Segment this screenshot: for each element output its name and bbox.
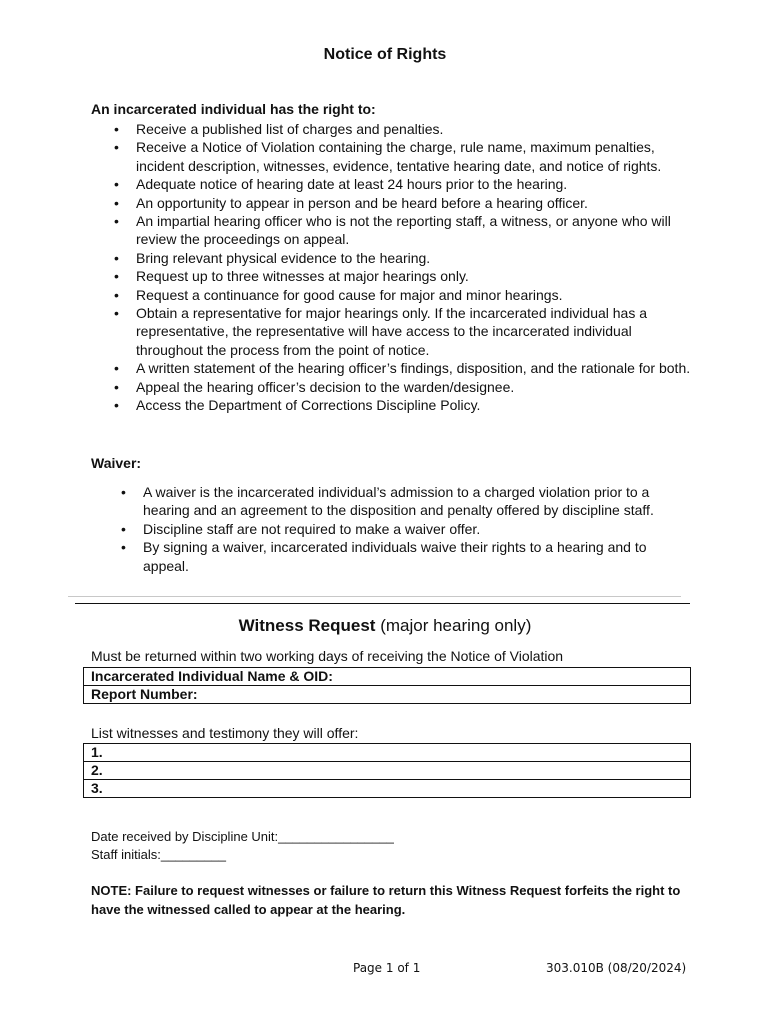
- return-note: Must be returned within two working days of receiving the Notice of Violation: [91, 648, 564, 664]
- table-row: [84, 744, 691, 762]
- name-oid-field[interactable]: Incarcerated Individual Name & OID:: [84, 668, 691, 686]
- list-item: • An impartial hearing officer who is not the reporting staff, a witness, or anyone who will review the proceedings on appeal.: [112, 212, 692, 249]
- table-row: [84, 668, 691, 686]
- forfeit-note: NOTE: Failure to request witnesses or failure to return this Witness Request forfeits the right to have the witnessed called to appear at the hearing.: [91, 883, 681, 917]
- report-number-field[interactable]: Report Number:: [84, 686, 691, 704]
- witness-field-3[interactable]: 3.: [84, 780, 691, 798]
- section-divider: [75, 603, 690, 604]
- page-title: Notice of Rights: [323, 46, 447, 63]
- table-row: [84, 762, 691, 780]
- list-item: • Receive a published list of charges and penalties.: [112, 120, 692, 138]
- rights-intro: An incarcerated individual has the right to:: [91, 101, 376, 117]
- page-number: Page 1 of 1: [353, 961, 421, 975]
- table-row: [84, 780, 691, 798]
- waiver-heading: Waiver:: [91, 455, 142, 471]
- witness-field-1[interactable]: 1.: [84, 744, 691, 762]
- list-item: • Obtain a representative for major hearings only. If the incarcerated individual has a representative, the representative will have access to the incarcerated individual throughout the process from the point of notice.: [112, 304, 692, 359]
- section-divider-light: [68, 596, 681, 597]
- list-item: • Discipline staff are not required to make a waiver offer.: [119, 520, 689, 538]
- form-number: 303.010B (08/20/2024): [546, 961, 687, 975]
- waiver-list: [119, 483, 689, 575]
- staff-initials-line: Staff initials:_________: [91, 847, 226, 862]
- list-item: • By signing a waiver, incarcerated individuals waive their rights to a hearing and to appeal.: [119, 538, 689, 575]
- witness-field-2[interactable]: 2.: [84, 762, 691, 780]
- table-row: [84, 686, 691, 704]
- list-item: • Bring relevant physical evidence to the hearing.: [112, 249, 692, 267]
- date-received-line: Date received by Discipline Unit:________________: [91, 829, 394, 844]
- witness-title-main: Witness Request: [238, 616, 376, 635]
- list-item: • Request a continuance for good cause for major and minor hearings.: [112, 286, 692, 304]
- list-item: • Appeal the hearing officer’s decision to the warden/designee.: [112, 378, 692, 396]
- identification-table: [83, 667, 691, 704]
- list-item: • A waiver is the incarcerated individual’s admission to a charged violation prior to a hearing and an agreement to the disposition and penalty offered by discipline staff.: [119, 483, 689, 520]
- rights-list: [112, 120, 692, 415]
- list-item: • An opportunity to appear in person and be heard before a hearing officer.: [112, 194, 692, 212]
- list-item: • Receive a Notice of Violation containing the charge, rule name, maximum penalties, incident description, witnesses, evidence, tentative hearing date, and notice of rights.: [112, 138, 692, 175]
- witness-list-label: List witnesses and testimony they will offer:: [91, 725, 359, 741]
- witness-title-qualifier: (major hearing only): [380, 616, 532, 635]
- list-item: • Access the Department of Corrections Discipline Policy.: [112, 396, 692, 414]
- list-item: • A written statement of the hearing officer’s findings, disposition, and the rationale for both.: [112, 359, 692, 377]
- witness-table: [83, 743, 691, 798]
- list-item: • Adequate notice of hearing date at least 24 hours prior to the hearing.: [112, 175, 692, 193]
- witness-request-title: [0, 616, 770, 636]
- list-item: • Request up to three witnesses at major hearings only.: [112, 267, 692, 285]
